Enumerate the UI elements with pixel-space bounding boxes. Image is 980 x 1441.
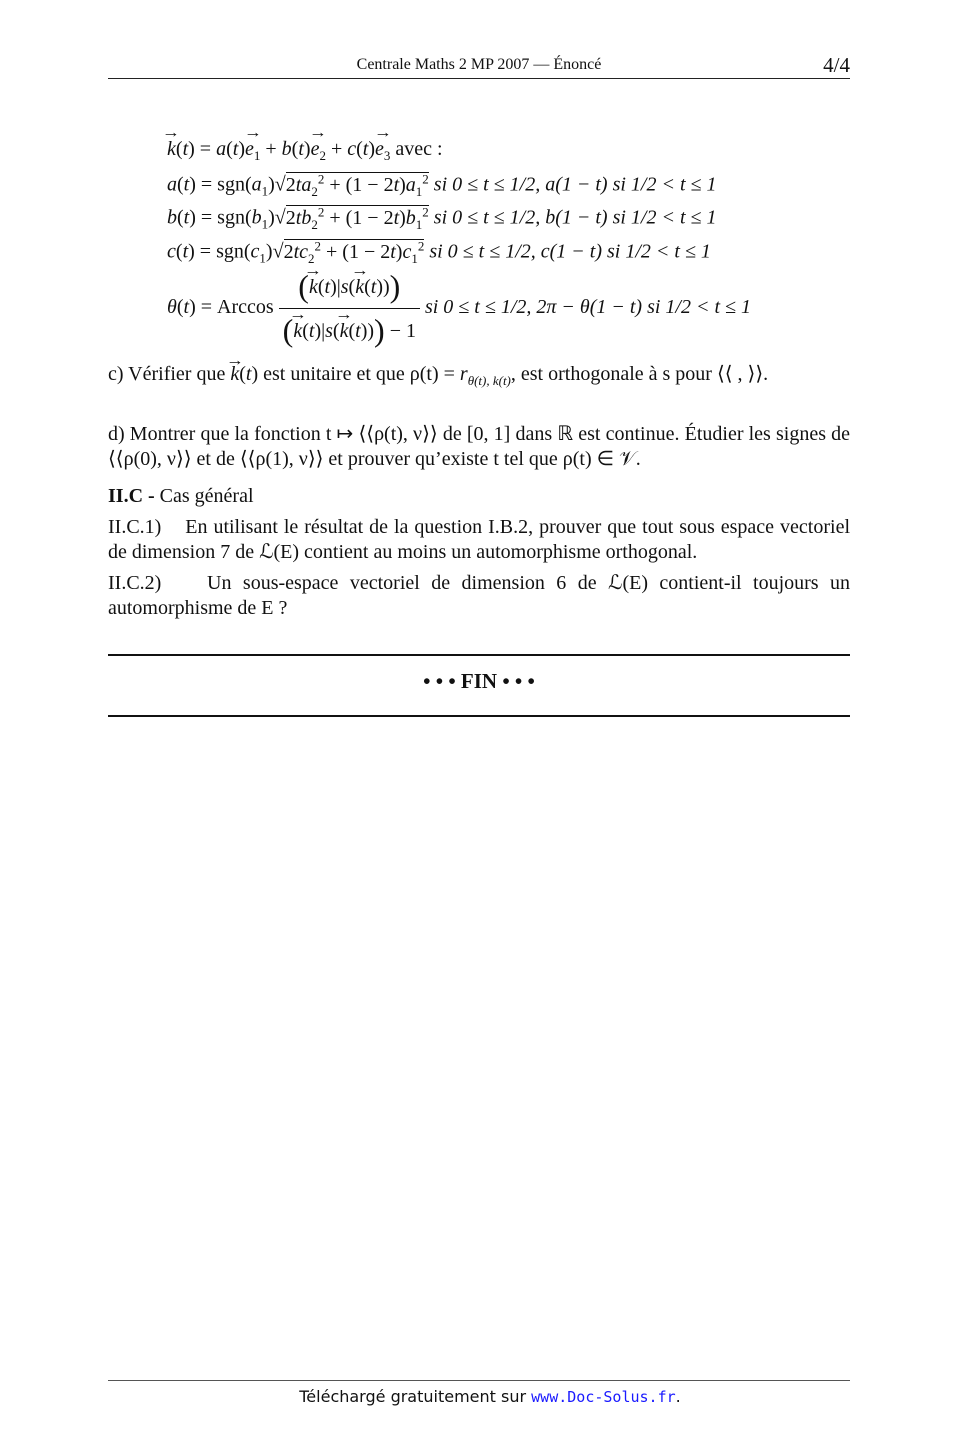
section-heading xyxy=(108,484,850,509)
formula-b: $b(t) = sgn(b_1)√2tb_2^2 + (1 - 2t)b_1^2$ si 0 ≤ t ≤ 1/2, b(1 − t) si 1/2 < t ≤ 1 xyxy=(167,204,717,232)
question-c-part1: c) Vérifier que xyxy=(108,363,226,385)
b-condition: si 0 ≤ t ≤ 1/2, b(1 − t) si 1/2 < t ≤ 1 xyxy=(433,206,717,229)
item-text: Un sous-espace vectoriel de dimension 6 de ℒ(E) contient-il toujours un automorphisme de E ? xyxy=(108,572,851,619)
item-II-C-1 xyxy=(108,515,850,565)
header-title: Centrale Maths 2 MP 2007 — Énoncé xyxy=(356,56,602,73)
footer-divider xyxy=(108,1380,850,1381)
footer-text: Téléchargé gratuitement sur xyxy=(299,1387,527,1406)
page-number: 4/4 xyxy=(823,53,850,77)
formula-a: $a(t) = sgn(a_1)√2ta_2^2 + (1 - 2t)a_1^2$ si 0 ≤ t ≤ 1/2, a(1 − t) si 1/2 < t ≤ 1 xyxy=(167,171,717,199)
item-II-C-2 xyxy=(108,571,850,621)
k-avec: avec : xyxy=(395,138,443,160)
footer-link[interactable]: www.Doc-Solus.fr xyxy=(531,1388,676,1406)
fin-marker: • • • FIN • • • xyxy=(423,669,535,693)
c-condition: si 0 ≤ t ≤ 1/2, c(1 − t) si 1/2 < t ≤ 1 xyxy=(429,240,711,263)
a-condition: si 0 ≤ t ≤ 1/2, a(1 − t) si 1/2 < t ≤ 1 xyxy=(433,173,717,196)
question-c-part3: , est orthogonale à s pour ⟨⟨ , ⟩⟩. xyxy=(510,363,769,385)
page-header xyxy=(108,53,850,79)
question-c: c) Vérifier que → k(t) est unitaire et que $\rho(t) = r_{\theta(t), k(t)}$, est orthogonale à s pour ⟨⟨ , ⟩⟩. xyxy=(108,362,850,393)
theta-condition: si 0 ≤ t ≤ 1/2, 2π − θ(1 − t) si 1/2 < t ≤ 1 xyxy=(424,296,752,319)
theta-fraction: $\frac{(\to k(t)|s(\to k(t)))}{(\to k(t)|s(\to k(t))) - 1}$ xyxy=(279,268,420,349)
question-d: d) Montrer que la fonction t ↦ ⟨⟨ρ(t), ν⟩⟩ de [0, 1] dans ℝ est continue. Étudier les signes de ⟨⟨ρ(0), ν⟩⟩ et de ⟨⟨ρ(1), ν⟩⟩ et prouver qu’existe t tel que ρ(t) ∈ 𝒱. xyxy=(108,423,850,470)
formula-theta: θ(t) = Arccos $\frac{(\to k(t)|s(\to k(t)))}{(\to k(t)|s(\to k(t))) - 1}$ si 0 ≤ t ≤ 1/2, 2π − θ(1 − t) si 1/2 < t ≤ 1 xyxy=(167,268,751,349)
footer-end: . xyxy=(675,1387,681,1406)
footer xyxy=(0,1387,980,1406)
item-number: II.C.2) xyxy=(108,572,162,594)
section-title: Cas général xyxy=(159,485,254,507)
formula-c: $c(t) = sgn(c_1)√2tc_2^2 + (1 - 2t)c_1^2$ si 0 ≤ t ≤ 1/2, c(1 − t) si 1/2 < t ≤ 1 xyxy=(167,238,711,266)
divider-top xyxy=(108,654,850,656)
item-text: En utilisant le résultat de la question I.B.2, prouver que tout sous espace vectoriel de dimension 7 de ℒ(E) contient au moins un automorphisme orthogonal. xyxy=(108,516,851,563)
formula-k: → $k(t) = a(t)\to e_1 + b(t)\to e_2 + c(t)\to e_3$ avec : xyxy=(167,138,443,164)
item-number: II.C.1) xyxy=(108,516,162,538)
question-c-part2: est unitaire et que ρ(t) = xyxy=(263,363,455,385)
divider-bottom xyxy=(108,715,850,717)
section-label: II.C - xyxy=(108,485,155,507)
